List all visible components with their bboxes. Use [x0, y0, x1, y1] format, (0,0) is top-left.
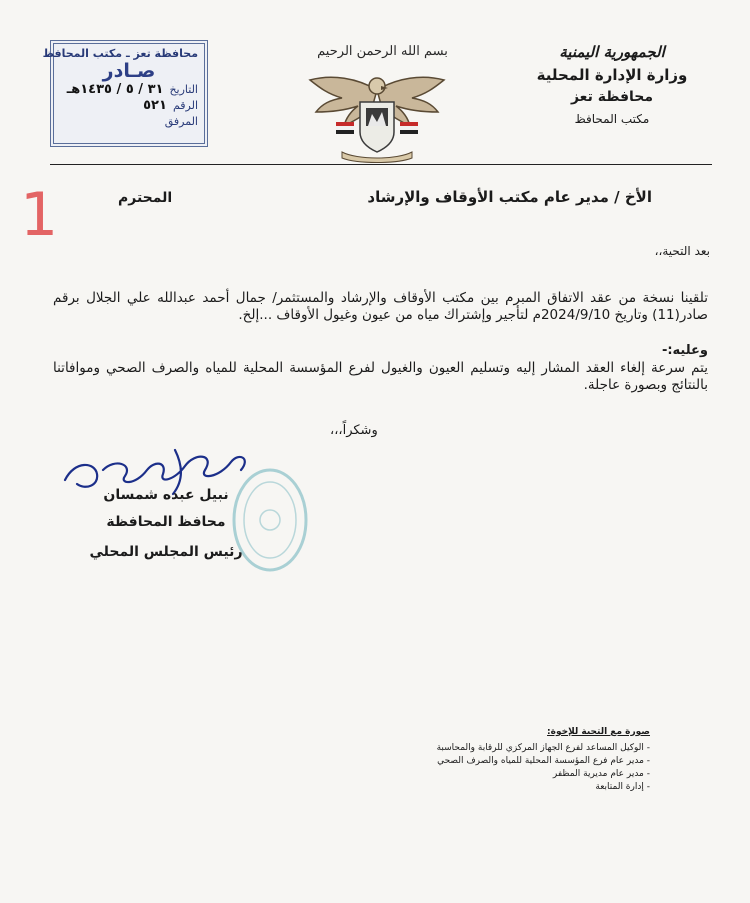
list-item: - مدير عام مديرية المظفر — [437, 768, 650, 781]
list-item: - الوكيل المساعد لفرع الجهاز المركزي للرقابة والمحاسبة — [437, 742, 650, 755]
stamp-status: صـادر — [102, 60, 156, 82]
copies-heading: صورة مع التحية للإخوة: — [547, 727, 650, 737]
respect-title: المحترم — [118, 190, 173, 206]
basmala: بسم الله الرحمن الرحيم — [317, 44, 448, 59]
body-paragraph-2-heading: وعليه:- — [661, 343, 708, 358]
list-item: - مدير عام فرع المؤسسة المحلية للمياه والصرف الصحي — [437, 755, 650, 768]
stamp-number-row — [60, 98, 198, 114]
copies-list — [437, 742, 650, 794]
addressee: الأخ / مدير عام مكتب الأوقاف والإرشاد — [367, 188, 652, 206]
stamp-number-value: ٥٢١ — [143, 98, 167, 113]
eagle-emblem-icon — [302, 60, 452, 165]
stamp-number-label: الرقم — [172, 99, 198, 112]
list-item: - إدارة المتابعة — [437, 781, 650, 794]
stamp-attachments-label: المرفق — [164, 115, 198, 128]
stamp-date-label: التاريخ — [169, 83, 198, 96]
ministry-name: وزارة الإدارة المحلية — [536, 66, 688, 84]
country-name: الجمهورية اليمنية — [559, 43, 665, 61]
outgoing-stamp — [42, 40, 208, 147]
signatory-name: نبيل عبده شمسان — [103, 487, 229, 503]
stamp-date-value: ٣١ / ٥ / ١٤٣٥هـ — [66, 82, 164, 97]
closing-thanks: وشكراً،،، — [330, 423, 378, 438]
body-paragraph-2: يتم سرعة إلغاء العقد المشار إليه وتسليم العيون والغيول لفرع المؤسسة المحلية للمياه والصرف الصحي وموافاتنا بالنتائج وبصورة عاجلة. — [53, 360, 708, 393]
greeting: بعد التحية،، — [654, 244, 710, 258]
letterhead — [512, 40, 712, 130]
signatory-title: محافظ المحافظة — [106, 514, 226, 530]
stamp-title: محافظة تعز ـ مكتب المحافظ — [42, 47, 198, 60]
stamp-date-row — [60, 82, 198, 98]
signatory-title-2: رئيس المجلس المحلي — [89, 544, 243, 560]
body-paragraph-1: تلقينا نسخة من عقد الاتفاق المبرم بين مكتب الأوقاف والإرشاد والمستثمر/ جمال أحمد عبدالله علي الجلال برقم صادر(11) وتاريخ 2024/9/10م لتأجير وإشتراك مياه من عيون وغيول الأوقاف ...إلخ. — [53, 290, 708, 323]
stamp-attachments-row — [60, 114, 198, 130]
page-marker: 1 — [20, 180, 59, 250]
office-name: مكتب المحافظ — [574, 112, 650, 126]
header-divider — [50, 164, 712, 165]
governorate-name: محافظة تعز — [570, 89, 654, 105]
